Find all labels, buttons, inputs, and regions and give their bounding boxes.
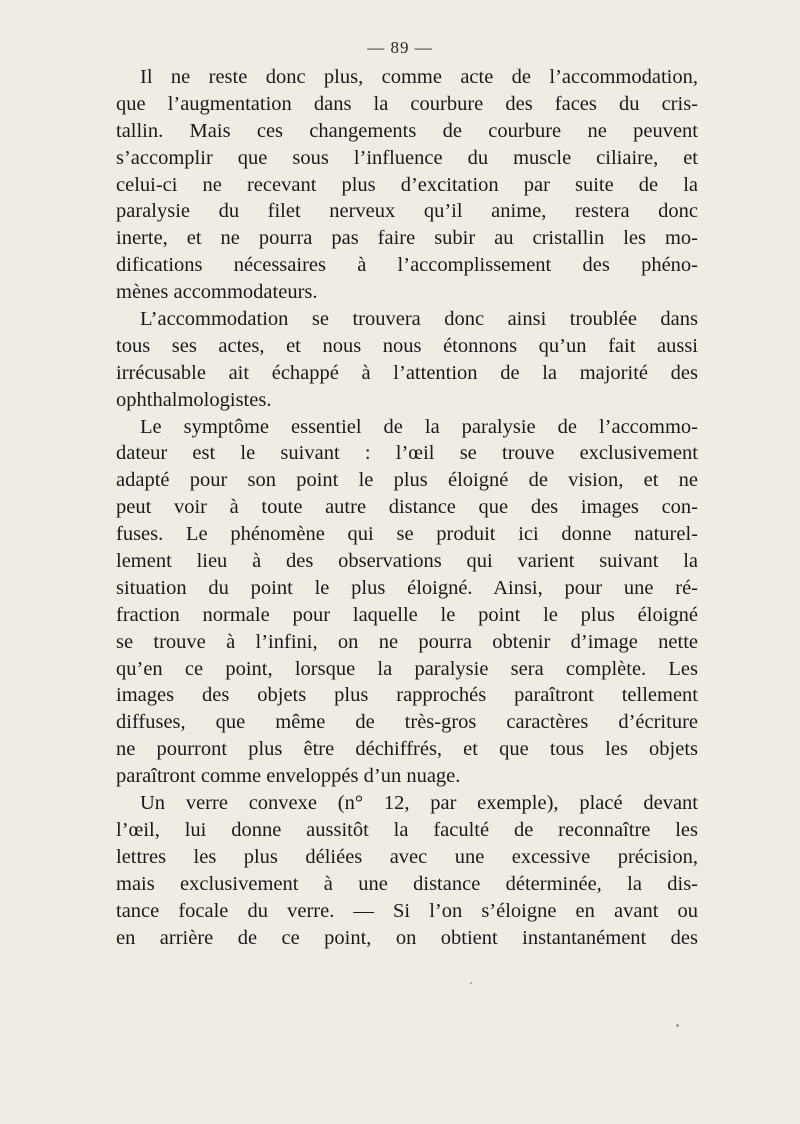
text-line: Le symptôme essentiel de la paralysie de l’accommo- — [140, 415, 698, 438]
text-line: inerte, et ne pourra pas faire subir au cristallin les mo- — [116, 227, 698, 250]
text-line: que l’augmentation dans la courbure des faces du cris- — [116, 92, 698, 115]
text-line: tous ses actes, et nous nous étonnons qu’un fait aussi — [116, 334, 698, 357]
text-line: situation du point le plus éloigné. Ainsi, pour une ré- — [116, 576, 698, 599]
text-line: en arrière de ce point, on obtient instantanément des — [116, 926, 698, 949]
text-line: mènes accommodateurs. — [116, 281, 318, 304]
text-line: l’œil, lui donne aussitôt la faculté de reconnaître les — [116, 818, 698, 841]
text-line: lettres les plus déliées avec une excessive précision, — [116, 845, 698, 868]
text-line: mais exclusivement à une distance déterminée, la dis- — [116, 872, 698, 895]
text-line: tance focale du verre. — Si l’on s’éloigne en avant ou — [116, 899, 698, 922]
text-line: fraction normale pour laquelle le point le plus éloigné — [116, 603, 698, 626]
text-line: images des objets plus rapprochés paraîtront tellement — [116, 684, 698, 707]
text-line: adapté pour son point le plus éloigné de vision, et ne — [116, 469, 698, 492]
text-line: tallin. Mais ces changements de courbure ne peuvent — [116, 119, 698, 142]
text-line: fuses. Le phénomène qui se produit ici donne naturel- — [116, 523, 698, 546]
text-line: dateur est le suivant : l’œil se trouve exclusivement — [116, 442, 698, 465]
text-line: Il ne reste donc plus, comme acte de l’accommodation, — [140, 66, 698, 88]
text-line: peut voir à toute autre distance que des images con- — [116, 496, 698, 519]
text-line: ne pourront plus être déchiffrés, et que tous les objets — [116, 738, 698, 761]
text-line: s’accomplir que sous l’influence du muscle ciliaire, et — [116, 146, 698, 169]
text-line: celui-ci ne recevant plus d’excitation par suite de la — [116, 173, 698, 196]
paper-speck — [676, 1024, 679, 1027]
text-line: diffuses, que même de très-gros caractères d’écriture — [116, 711, 698, 734]
text-line: paralysie du filet nerveux qu’il anime, restera donc — [116, 200, 698, 223]
text-line: paraîtront comme enveloppés d’un nuage. — [116, 765, 461, 788]
text-line: ophthalmologistes. — [116, 388, 272, 411]
text-line: irrécusable ait échappé à l’attention de la majorité des — [116, 361, 698, 384]
page-number: — 89 — — [367, 38, 433, 57]
text-line: L’accommodation se trouvera donc ainsi troublée dans — [140, 308, 698, 331]
text-line: difications nécessaires à l’accomplissement des phéno- — [116, 254, 698, 277]
body-text — [116, 64, 698, 951]
text-line: Un verre convexe (n° 12, par exemple), placé devant — [140, 792, 698, 815]
text-line: qu’en ce point, lorsque la paralysie sera complète. Les — [116, 657, 698, 680]
text-line: se trouve à l’infini, on ne pourra obtenir d’image nette — [116, 630, 698, 653]
text-line: lement lieu à des observations qui varient suivant la — [116, 550, 698, 573]
paper-speck — [470, 982, 472, 984]
